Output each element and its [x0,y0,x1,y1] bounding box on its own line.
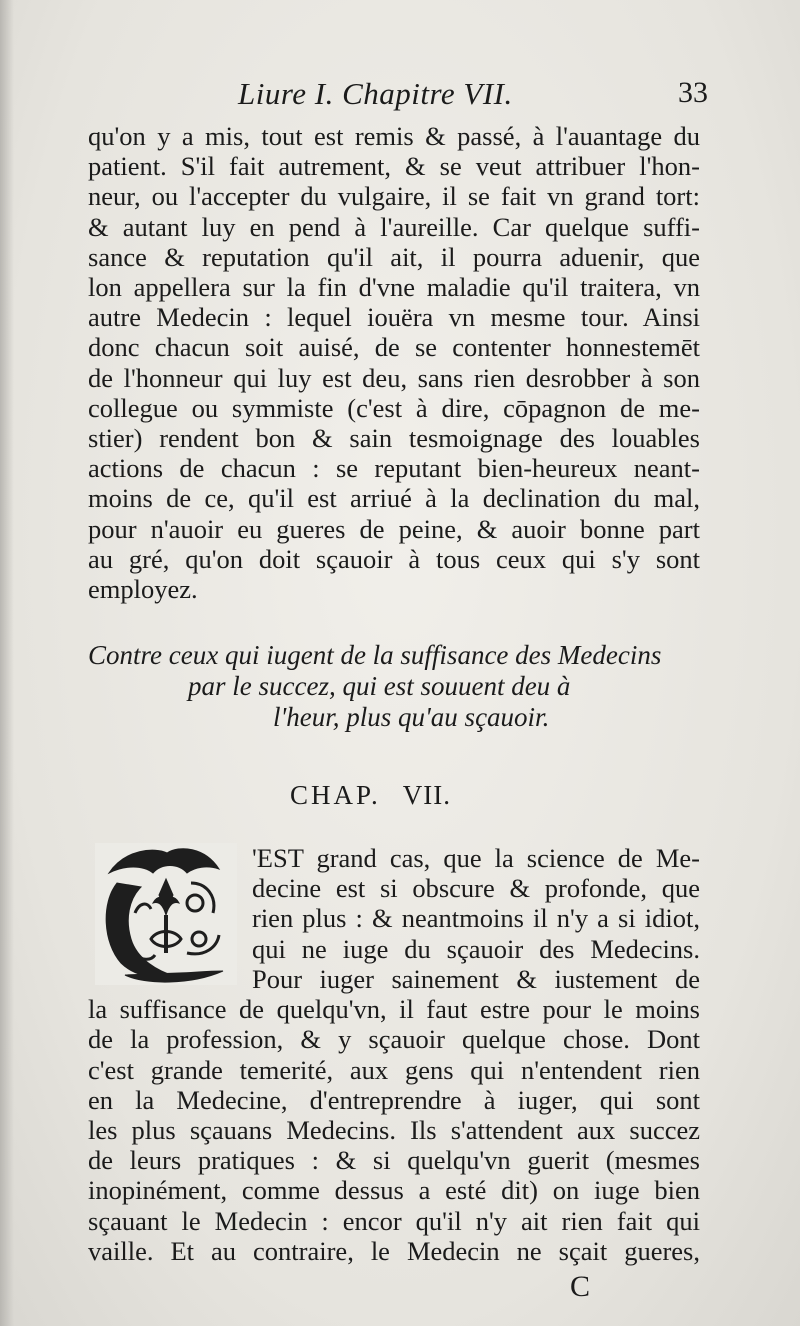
text-line: vaille. Et au contraire, le Medecin ne sçait gueres, [88,1235,700,1266]
text-line: 'EST grand cas, que la science de Me- [252,843,700,873]
catchword: C [570,1270,591,1303]
paragraph-2-body [88,964,700,1266]
text-line: de la profession, & y sçauoir quelque chose. Dont [88,1024,700,1055]
text-line: en la Medecine, d'entreprendre à iuger, qui sont [88,1084,700,1115]
running-title: Liure I. Chapitre VII. [238,76,513,111]
text-line: c'est grande temerité, aux gens qui n'entendent rien [88,1054,700,1085]
page-gutter-shadow [0,0,14,1326]
text-line: lon appellera sur la fin d'vne maladie qu'il traitera, vn [88,272,700,303]
text-line: donc chacun soit auisé, de se contenter honnestemēt [88,332,700,363]
chapter-number: VII. [402,780,452,810]
paragraph-1 [88,121,700,604]
paragraph-2-first-lines [252,843,700,964]
text-line: de l'honneur qui luy est deu, sans rien desrobber à son [88,362,700,393]
text-line: sçauant le Medecin : encor qu'il n'y ait rien fait qui [88,1205,700,1236]
text-line: sance & reputation qu'il ait, il pourra aduenir, que [88,241,700,272]
text-line: la suffisance de quelqu'vn, il faut estre pour le moins [88,994,700,1025]
text-line: & autant luy en pend à l'aureille. Car quelque suffi- [88,211,700,242]
text-line: actions de chacun : se reputant bien-heureux neant- [88,453,700,484]
heading-line: Contre ceux qui iugent de la suffisance des Medecins [88,640,662,670]
page-number: 33 [678,76,708,109]
chapter-heading [88,640,708,733]
heading-line: l'heur, plus qu'au sçauoir. [273,702,550,732]
text-line: employez. [88,574,198,605]
text-line: patient. S'il fait autrement, & se veut attribuer l'hon- [88,151,700,182]
chapter-label-word: CHAP. [290,780,381,810]
chapter-label [290,780,451,811]
text-line: de leurs pratiques : & si quelqu'vn guerit (mesmes [88,1145,700,1176]
text-line: pour n'auoir eu gueres de peine, & auoir bonne part [88,513,700,544]
text-line: au gré, qu'on doit sçauoir à tous ceux qui s'y sont [88,543,700,574]
text-line: qui ne iuge du sçauoir des Medecins. [252,933,700,964]
text-line: inopinément, comme dessus a esté dit) on iuge bien [88,1175,700,1206]
text-line: neur, ou l'accepter du vulgaire, il se fait vn grand tort: [88,181,700,212]
text-line: decine est si obscure & profonde, que [252,873,700,904]
text-line: stier) rendent bon & sain tesmoignage des louables [88,423,700,454]
text-line: collegue ou symmiste (c'est à dire, cōpagnon de me- [88,392,700,423]
text-line: rien plus : & neantmoins il n'y a si idiot, [252,903,700,934]
text-line: autre Medecin : lequel iouëra vn mesme tour. Ainsi [88,302,700,333]
text-line: qu'on y a mis, tout est remis & passé, à l'auantage du [88,121,700,151]
text-line: Pour iuger sainement & iustement de [252,964,700,994]
page-header [88,76,708,116]
heading-line: par le succez, qui est souuent deu à [188,671,571,701]
text-line: moins de ce, qu'il est arriué à la declination du mal, [88,483,700,514]
text-line: les plus sçauans Medecins. Ils s'attendent aux succez [88,1115,700,1146]
